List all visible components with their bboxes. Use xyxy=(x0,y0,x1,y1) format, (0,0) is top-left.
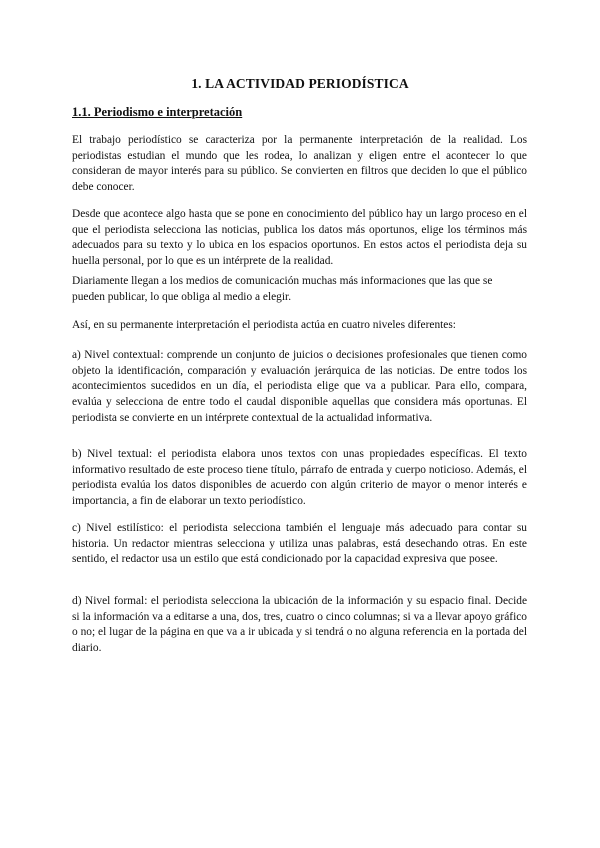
paragraph-level-contextual: a) Nivel contextual: comprende un conjunto de juicios o decisiones profesionales que tienen como objeto la identificación, comparación y evaluación jerárquica de las noticias. De entre todos los acontecimientos sucedidos en un día, el periodista elige que va a publicar. Para ello, compara, evalúa y selecciona de entre todo el caudal disponible aquellas que considera más oportunas. El periodista se convierte en un intérprete contextual de la actualidad informativa. xyxy=(72,349,527,424)
paragraph-level-stylistic: c) Nivel estilístico: el periodista selecciona también el lenguaje más adecuado para contar su historia. Un redactor mientras selecciona y utiliza unas palabras, está desechando otras. En este sentido, el redactor usa un estilo que está condicionado por la capacidad expresiva que posee. xyxy=(72,522,527,566)
paragraph-level-formal: d) Nivel formal: el periodista selecciona la ubicación de la información y su espacio final. Decide si la información va a editarse a una, dos, tres, cuatro o cinco columnas; si va a llevar apoyo gráfico o no; el lugar de la página en que va a ir ubicada y si tendrá o no alguna referencia en la portada del diario. xyxy=(72,595,527,655)
paragraph-level-textual: b) Nivel textual: el periodista elabora unos textos con unas propiedades específicas. El texto informativo resultado de este proceso tiene título, párrafo de entrada y cuerpo noticioso. Además, el periodista evalúa los datos disponibles de acuerdo con algún criterio de mayor o menor interés e importancia, a fin de elaborar un texto periodístico. xyxy=(72,448,527,508)
paragraph-intro: El trabajo periodístico se caracteriza por la permanente interpretación de la realidad. Los periodistas estudian el mundo que les rodea, lo analizan y eligen entre el acontecer lo que consideran de mayor interés para su público. Se convierten en filtros que deciden lo que el público debe conocer. xyxy=(72,134,527,194)
paragraph-levels-intro: Así, en su permanente interpretación el periodista actúa en cuatro niveles diferentes: xyxy=(72,319,456,331)
page-title: 1. LA ACTIVIDAD PERIODÍSTICA xyxy=(191,76,409,91)
paragraph-process: Desde que acontece algo hasta que se pone en conocimiento del público hay un largo proceso en el que el periodista selecciona las noticias, publica los datos más oportunos, elige los términos más adecuados para su texto y lo ubica en los espacios oportunos. En estos actos el periodista deja su huella personal, por lo que es un intérprete de la realidad. xyxy=(72,208,527,268)
section-heading: 1.1. Periodismo e interpretación xyxy=(72,105,243,119)
paragraph-selection: Diariamente llegan a los medios de comunicación muchas más informaciones que las que se pueden publicar, lo que obliga al medio a elegir. xyxy=(72,275,493,303)
